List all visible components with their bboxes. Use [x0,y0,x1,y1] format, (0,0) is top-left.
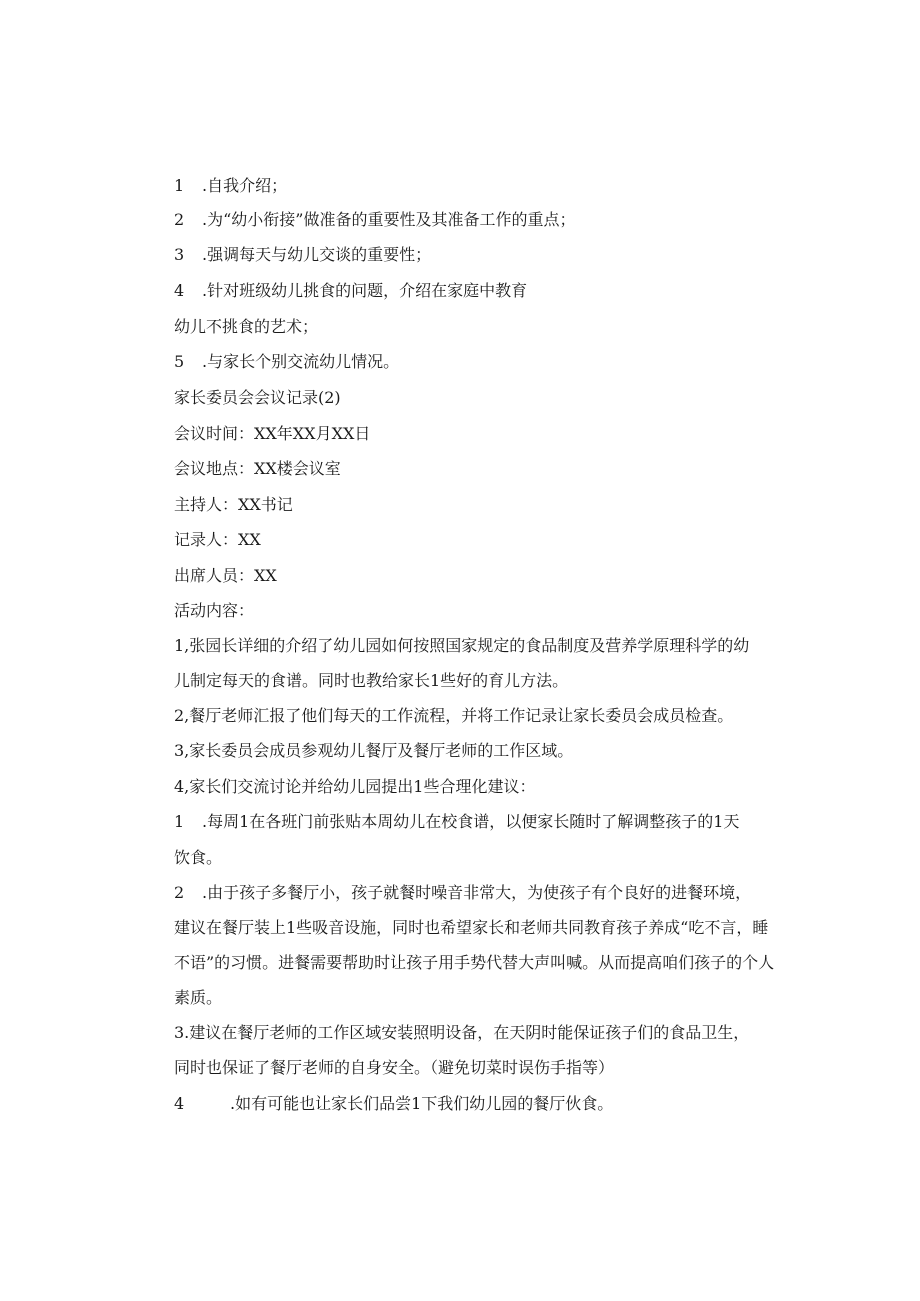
list-text: .针对班级幼儿挑食的问题，介绍在家庭中教育 [202,281,528,300]
content-label: 活动内容： [174,601,255,620]
list-number: 3 [174,245,185,264]
list-number: 4 [174,281,185,300]
suggestion-2-line-2: 建议在餐厅装上1些吸音设施，同时也希望家长和老师共同教育孩子养成“吃不言，睡 [174,918,769,937]
suggestion-3-line-2: 同时也保证了餐厅老师的自身安全。（避免切菜时误伤手指等） [174,1058,615,1077]
meeting-attendees: 出席人员：XX [174,566,277,585]
list-number: 2 [174,210,185,229]
suggestion-2-line-3: 不语”的习惯。进餐需要帮助时让孩子用手势代替大声叫喊。从而提高咱们孩子的个人 [174,953,775,972]
suggestion-3-line-1: 3.建议在餐厅老师的工作区域安装照明设备，在天阴时能保证孩子们的食品卫生， [174,1023,750,1042]
list-item [174,352,399,372]
suggestion-text: .如有可能也让家长们品尝1下我们幼儿园的餐厅伙食。 [230,1094,614,1113]
list-text: .为“幼小衔接”做准备的重要性及其准备工作的重点； [202,210,576,229]
list-item [174,245,431,265]
suggestion-number: 2 [174,883,185,902]
list-text: .与家长个别交流幼儿情况。 [202,352,400,371]
suggestion-number: 1 [174,812,185,831]
record-title: 家长委员会会议记录(2) [174,388,341,407]
suggestion-2-line-1 [174,883,751,903]
item-1-line-2: 儿制定每天的食谱。同时也教给家长1些好的育儿方法。 [174,671,569,690]
item-4: 4,家长们交流讨论并给幼儿园提出1些合理化建议： [174,777,536,796]
list-text: .强调每天与幼儿交谈的重要性； [202,245,432,264]
list-text: .自我介绍； [202,176,288,195]
meeting-place: 会议地点：XX楼会议室 [174,459,341,478]
suggestion-2-line-4: 素质。 [174,988,223,1007]
suggestion-number: 4 [174,1094,185,1113]
list-item-continuation [174,317,318,337]
suggestion-4 [174,1094,613,1114]
item-1-line-1: 1,张园长详细的介绍了幼儿园如何按照国家规定的食品制度及营养学原理科学的幼 [174,636,750,655]
meeting-time: 会议时间：XX年XX月XX日 [174,424,371,443]
item-2: 2,餐厅老师汇报了他们每天的工作流程，并将工作记录让家长委员会成员检查。 [174,706,734,725]
meeting-host: 主持人：XX书记 [174,495,293,514]
item-3: 3,家长委员会成员参观幼儿餐厅及餐厅老师的工作区域。 [174,741,574,760]
list-number: 1 [174,176,185,195]
list-item [174,176,287,196]
list-item [174,210,575,230]
list-text: 幼儿不挑食的艺术； [174,317,319,336]
meeting-recorder: 记录人：XX [174,530,261,549]
list-item [174,281,527,301]
suggestion-text: .由于孩子多餐厅小，孩子就餐时噪音非常大，为使孩子有个良好的进餐环境， [202,883,752,902]
list-number: 5 [174,352,185,371]
suggestion-1-line-1 [174,812,739,832]
suggestion-text: .每周1在各班门前张贴本周幼儿在校食谱，以便家长随时了解调整孩子的1天 [202,812,740,831]
suggestion-1-line-2: 饮食。 [174,848,223,867]
